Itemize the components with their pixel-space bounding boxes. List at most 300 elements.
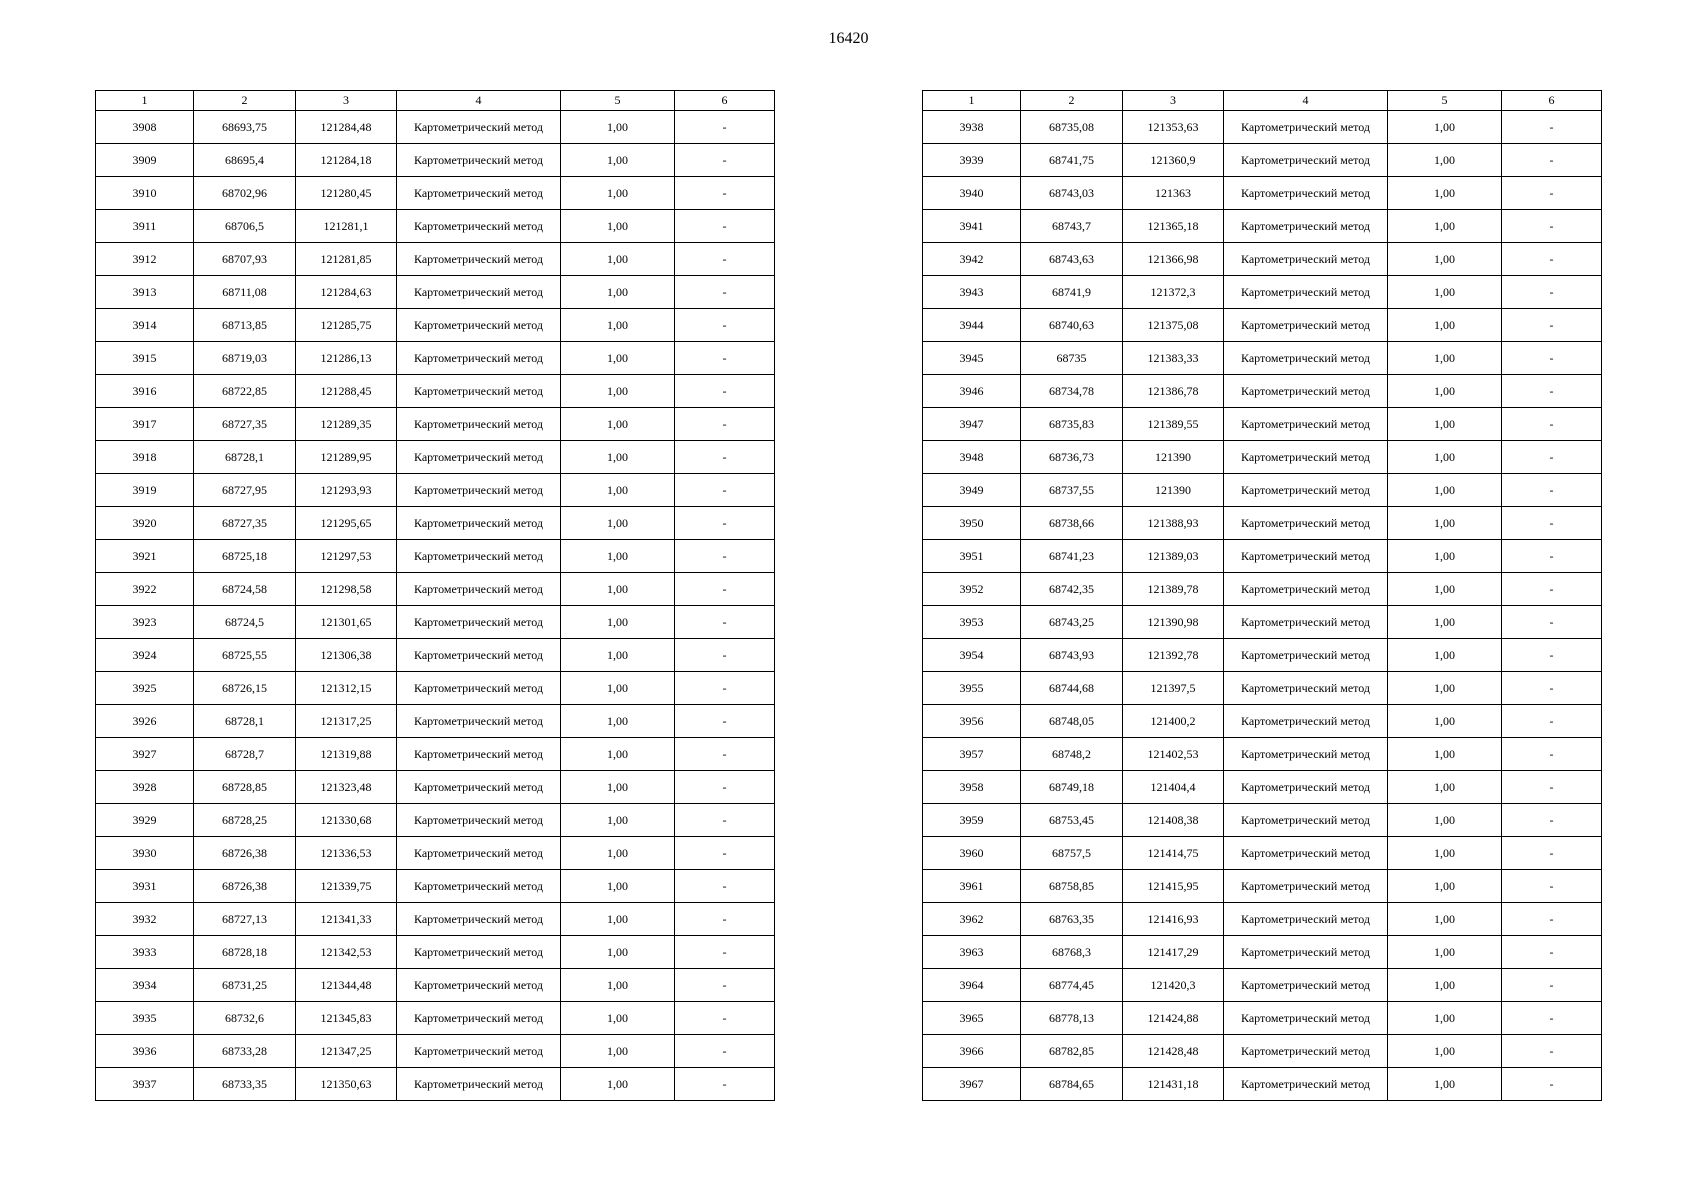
method-cell: Картометрический метод [1224,342,1388,375]
y-coordinate-cell: 121414,75 [1123,837,1224,870]
table-row [923,177,1602,210]
column-header: 4 [1224,91,1388,111]
method-cell: Картометрический метод [1224,705,1388,738]
point-number-cell: 3931 [96,870,194,903]
y-coordinate-cell: 121428,48 [1123,1035,1224,1068]
y-coordinate-cell: 121353,63 [1123,111,1224,144]
x-coordinate-cell: 68727,13 [194,903,296,936]
x-coordinate-cell: 68741,23 [1021,540,1123,573]
y-coordinate-cell: 121298,58 [296,573,397,606]
point-number-cell: 3919 [96,474,194,507]
method-cell: Картометрический метод [1224,771,1388,804]
point-number-cell: 3961 [923,870,1021,903]
description-cell: - [675,1002,775,1035]
table-row [96,474,775,507]
column-header: 5 [1388,91,1502,111]
x-coordinate-cell: 68734,78 [1021,375,1123,408]
table-row [96,111,775,144]
method-cell: Картометрический метод [397,243,561,276]
table-row [923,936,1602,969]
accuracy-cell: 1,00 [1388,309,1502,342]
method-cell: Картометрический метод [1224,1068,1388,1101]
table-row [923,111,1602,144]
y-coordinate-cell: 121389,03 [1123,540,1224,573]
x-coordinate-cell: 68728,18 [194,936,296,969]
table-row [923,342,1602,375]
y-coordinate-cell: 121323,48 [296,771,397,804]
accuracy-cell: 1,00 [1388,243,1502,276]
x-coordinate-cell: 68711,08 [194,276,296,309]
description-cell: - [675,672,775,705]
table-row [96,573,775,606]
description-cell: - [675,474,775,507]
method-cell: Картометрический метод [397,804,561,837]
y-coordinate-cell: 121284,18 [296,144,397,177]
description-cell: - [675,342,775,375]
accuracy-cell: 1,00 [1388,1035,1502,1068]
table-row [96,1035,775,1068]
method-cell: Картометрический метод [1224,606,1388,639]
accuracy-cell: 1,00 [561,507,675,540]
point-number-cell: 3927 [96,738,194,771]
accuracy-cell: 1,00 [1388,672,1502,705]
x-coordinate-cell: 68748,05 [1021,705,1123,738]
table-row [923,804,1602,837]
accuracy-cell: 1,00 [561,804,675,837]
table-row [923,276,1602,309]
point-number-cell: 3922 [96,573,194,606]
table-row [923,309,1602,342]
y-coordinate-cell: 121317,25 [296,705,397,738]
y-coordinate-cell: 121345,83 [296,1002,397,1035]
table-row [923,672,1602,705]
y-coordinate-cell: 121288,45 [296,375,397,408]
description-cell: - [1502,474,1602,507]
x-coordinate-cell: 68726,15 [194,672,296,705]
point-number-cell: 3936 [96,1035,194,1068]
description-cell: - [1502,837,1602,870]
accuracy-cell: 1,00 [561,771,675,804]
point-number-cell: 3952 [923,573,1021,606]
accuracy-cell: 1,00 [561,177,675,210]
x-coordinate-cell: 68768,3 [1021,936,1123,969]
table-row [96,177,775,210]
y-coordinate-cell: 121415,95 [1123,870,1224,903]
point-number-cell: 3955 [923,672,1021,705]
description-cell: - [1502,309,1602,342]
method-cell: Картометрический метод [397,903,561,936]
y-coordinate-cell: 121389,78 [1123,573,1224,606]
method-cell: Картометрический метод [397,441,561,474]
point-number-cell: 3965 [923,1002,1021,1035]
description-cell: - [1502,804,1602,837]
x-coordinate-cell: 68727,35 [194,507,296,540]
table-row [923,474,1602,507]
x-coordinate-cell: 68735 [1021,342,1123,375]
description-cell: - [675,540,775,573]
y-coordinate-cell: 121388,93 [1123,507,1224,540]
method-cell: Картометрический метод [1224,408,1388,441]
y-coordinate-cell: 121397,5 [1123,672,1224,705]
y-coordinate-cell: 121280,45 [296,177,397,210]
method-cell: Картометрический метод [1224,177,1388,210]
y-coordinate-cell: 121341,33 [296,903,397,936]
y-coordinate-cell: 121372,3 [1123,276,1224,309]
point-number-cell: 3920 [96,507,194,540]
y-coordinate-cell: 121390,98 [1123,606,1224,639]
method-cell: Картометрический метод [1224,672,1388,705]
x-coordinate-cell: 68743,7 [1021,210,1123,243]
accuracy-cell: 1,00 [1388,1068,1502,1101]
point-number-cell: 3944 [923,309,1021,342]
y-coordinate-cell: 121400,2 [1123,705,1224,738]
y-coordinate-cell: 121289,95 [296,441,397,474]
table-row [923,903,1602,936]
point-number-cell: 3921 [96,540,194,573]
accuracy-cell: 1,00 [561,342,675,375]
description-cell: - [1502,639,1602,672]
y-coordinate-cell: 121350,63 [296,1068,397,1101]
accuracy-cell: 1,00 [1388,474,1502,507]
method-cell: Картометрический метод [1224,144,1388,177]
description-cell: - [1502,771,1602,804]
x-coordinate-cell: 68726,38 [194,870,296,903]
accuracy-cell: 1,00 [561,243,675,276]
column-header: 3 [296,91,397,111]
description-cell: - [675,870,775,903]
method-cell: Картометрический метод [397,276,561,309]
table-row [96,243,775,276]
point-number-cell: 3943 [923,276,1021,309]
x-coordinate-cell: 68782,85 [1021,1035,1123,1068]
method-cell: Картометрический метод [1224,837,1388,870]
x-coordinate-cell: 68778,13 [1021,1002,1123,1035]
table-row [96,936,775,969]
point-number-cell: 3967 [923,1068,1021,1101]
point-number-cell: 3951 [923,540,1021,573]
description-cell: - [1502,969,1602,1002]
description-cell: - [1502,903,1602,936]
point-number-cell: 3966 [923,1035,1021,1068]
x-coordinate-cell: 68725,55 [194,639,296,672]
table-row [96,144,775,177]
description-cell: - [1502,540,1602,573]
table-row [923,441,1602,474]
point-number-cell: 3956 [923,705,1021,738]
method-cell: Картометрический метод [397,177,561,210]
method-cell: Картометрический метод [397,342,561,375]
table-row [96,738,775,771]
y-coordinate-cell: 121285,75 [296,309,397,342]
table-row [96,804,775,837]
point-number-cell: 3953 [923,606,1021,639]
y-coordinate-cell: 121390 [1123,474,1224,507]
table-row [923,540,1602,573]
accuracy-cell: 1,00 [561,936,675,969]
y-coordinate-cell: 121281,85 [296,243,397,276]
method-cell: Картометрический метод [397,639,561,672]
x-coordinate-cell: 68740,63 [1021,309,1123,342]
accuracy-cell: 1,00 [1388,606,1502,639]
y-coordinate-cell: 121284,63 [296,276,397,309]
description-cell: - [1502,573,1602,606]
method-cell: Картометрический метод [397,408,561,441]
method-cell: Картометрический метод [1224,243,1388,276]
description-cell: - [1502,705,1602,738]
x-coordinate-cell: 68749,18 [1021,771,1123,804]
table-row [96,507,775,540]
method-cell: Картометрический метод [1224,441,1388,474]
point-number-cell: 3945 [923,342,1021,375]
point-number-cell: 3940 [923,177,1021,210]
table-row [96,969,775,1002]
point-number-cell: 3960 [923,837,1021,870]
accuracy-cell: 1,00 [1388,837,1502,870]
table-row [923,375,1602,408]
point-number-cell: 3924 [96,639,194,672]
method-cell: Картометрический метод [397,573,561,606]
accuracy-cell: 1,00 [1388,573,1502,606]
point-number-cell: 3937 [96,1068,194,1101]
accuracy-cell: 1,00 [1388,177,1502,210]
x-coordinate-cell: 68727,35 [194,408,296,441]
y-coordinate-cell: 121417,29 [1123,936,1224,969]
method-cell: Картометрический метод [397,375,561,408]
description-cell: - [675,837,775,870]
coordinates-table-right [922,90,1602,1101]
description-cell: - [1502,1002,1602,1035]
description-cell: - [675,969,775,1002]
method-cell: Картометрический метод [397,111,561,144]
point-number-cell: 3939 [923,144,1021,177]
accuracy-cell: 1,00 [561,606,675,639]
table-row [96,540,775,573]
description-cell: - [1502,738,1602,771]
method-cell: Картометрический метод [397,606,561,639]
point-number-cell: 3964 [923,969,1021,1002]
accuracy-cell: 1,00 [561,1035,675,1068]
x-coordinate-cell: 68728,1 [194,441,296,474]
method-cell: Картометрический метод [397,870,561,903]
y-coordinate-cell: 121301,65 [296,606,397,639]
y-coordinate-cell: 121424,88 [1123,1002,1224,1035]
accuracy-cell: 1,00 [561,474,675,507]
description-cell: - [675,738,775,771]
table-row [96,309,775,342]
point-number-cell: 3929 [96,804,194,837]
table-row [923,408,1602,441]
description-cell: - [675,111,775,144]
x-coordinate-cell: 68727,95 [194,474,296,507]
description-cell: - [1502,1068,1602,1101]
point-number-cell: 3938 [923,111,1021,144]
method-cell: Картометрический метод [397,936,561,969]
y-coordinate-cell: 121336,53 [296,837,397,870]
method-cell: Картометрический метод [1224,639,1388,672]
method-cell: Картометрический метод [397,474,561,507]
description-cell: - [1502,243,1602,276]
y-coordinate-cell: 121289,35 [296,408,397,441]
table-row [923,837,1602,870]
accuracy-cell: 1,00 [1388,375,1502,408]
method-cell: Картометрический метод [1224,375,1388,408]
point-number-cell: 3925 [96,672,194,705]
x-coordinate-cell: 68741,75 [1021,144,1123,177]
point-number-cell: 3946 [923,375,1021,408]
point-number-cell: 3963 [923,936,1021,969]
description-cell: - [1502,276,1602,309]
point-number-cell: 3923 [96,606,194,639]
accuracy-cell: 1,00 [1388,771,1502,804]
method-cell: Картометрический метод [1224,1035,1388,1068]
method-cell: Картометрический метод [1224,738,1388,771]
table-row [923,210,1602,243]
x-coordinate-cell: 68736,73 [1021,441,1123,474]
accuracy-cell: 1,00 [1388,639,1502,672]
x-coordinate-cell: 68695,4 [194,144,296,177]
table-row [96,903,775,936]
x-coordinate-cell: 68758,85 [1021,870,1123,903]
point-number-cell: 3947 [923,408,1021,441]
point-number-cell: 3933 [96,936,194,969]
point-number-cell: 3958 [923,771,1021,804]
accuracy-cell: 1,00 [561,1002,675,1035]
x-coordinate-cell: 68737,55 [1021,474,1123,507]
accuracy-cell: 1,00 [1388,408,1502,441]
x-coordinate-cell: 68728,25 [194,804,296,837]
x-coordinate-cell: 68731,25 [194,969,296,1002]
description-cell: - [675,573,775,606]
y-coordinate-cell: 121286,13 [296,342,397,375]
table-row [96,705,775,738]
method-cell: Картометрический метод [397,1068,561,1101]
accuracy-cell: 1,00 [1388,969,1502,1002]
accuracy-cell: 1,00 [561,639,675,672]
point-number-cell: 3913 [96,276,194,309]
accuracy-cell: 1,00 [1388,705,1502,738]
y-coordinate-cell: 121404,4 [1123,771,1224,804]
table-row [96,1068,775,1101]
description-cell: - [675,309,775,342]
table-row [923,771,1602,804]
y-coordinate-cell: 121363 [1123,177,1224,210]
method-cell: Картометрический метод [397,1035,561,1068]
x-coordinate-cell: 68722,85 [194,375,296,408]
x-coordinate-cell: 68732,6 [194,1002,296,1035]
point-number-cell: 3910 [96,177,194,210]
y-coordinate-cell: 121312,15 [296,672,397,705]
point-number-cell: 3954 [923,639,1021,672]
description-cell: - [675,243,775,276]
accuracy-cell: 1,00 [1388,111,1502,144]
table-row [96,210,775,243]
x-coordinate-cell: 68728,85 [194,771,296,804]
point-number-cell: 3909 [96,144,194,177]
y-coordinate-cell: 121392,78 [1123,639,1224,672]
y-coordinate-cell: 121365,18 [1123,210,1224,243]
point-number-cell: 3911 [96,210,194,243]
x-coordinate-cell: 68744,68 [1021,672,1123,705]
table-header-row [923,91,1602,111]
accuracy-cell: 1,00 [561,111,675,144]
table-row [96,342,775,375]
table-row [96,1002,775,1035]
point-number-cell: 3916 [96,375,194,408]
description-cell: - [1502,507,1602,540]
accuracy-cell: 1,00 [1388,144,1502,177]
method-cell: Картометрический метод [397,837,561,870]
column-header: 1 [96,91,194,111]
description-cell: - [675,705,775,738]
point-number-cell: 3934 [96,969,194,1002]
accuracy-cell: 1,00 [1388,276,1502,309]
x-coordinate-cell: 68743,25 [1021,606,1123,639]
x-coordinate-cell: 68693,75 [194,111,296,144]
y-coordinate-cell: 121330,68 [296,804,397,837]
description-cell: - [675,771,775,804]
coordinates-table-left [95,90,775,1101]
column-header: 2 [1021,91,1123,111]
accuracy-cell: 1,00 [1388,804,1502,837]
method-cell: Картометрический метод [397,210,561,243]
table-row [923,1035,1602,1068]
description-cell: - [1502,144,1602,177]
point-number-cell: 3948 [923,441,1021,474]
y-coordinate-cell: 121360,9 [1123,144,1224,177]
accuracy-cell: 1,00 [561,903,675,936]
y-coordinate-cell: 121386,78 [1123,375,1224,408]
method-cell: Картометрический метод [1224,969,1388,1002]
point-number-cell: 3928 [96,771,194,804]
accuracy-cell: 1,00 [561,276,675,309]
method-cell: Картометрический метод [1224,276,1388,309]
table-row [923,705,1602,738]
x-coordinate-cell: 68743,93 [1021,639,1123,672]
x-coordinate-cell: 68706,5 [194,210,296,243]
point-number-cell: 3915 [96,342,194,375]
method-cell: Картометрический метод [1224,936,1388,969]
y-coordinate-cell: 121297,53 [296,540,397,573]
description-cell: - [675,1035,775,1068]
x-coordinate-cell: 68757,5 [1021,837,1123,870]
y-coordinate-cell: 121383,33 [1123,342,1224,375]
table-row [923,738,1602,771]
table-row [923,507,1602,540]
description-cell: - [1502,375,1602,408]
y-coordinate-cell: 121347,25 [296,1035,397,1068]
column-header: 1 [923,91,1021,111]
accuracy-cell: 1,00 [1388,441,1502,474]
y-coordinate-cell: 121389,55 [1123,408,1224,441]
x-coordinate-cell: 68719,03 [194,342,296,375]
point-number-cell: 3908 [96,111,194,144]
y-coordinate-cell: 121408,38 [1123,804,1224,837]
x-coordinate-cell: 68728,1 [194,705,296,738]
accuracy-cell: 1,00 [561,144,675,177]
point-number-cell: 3950 [923,507,1021,540]
method-cell: Картометрический метод [1224,804,1388,837]
point-number-cell: 3962 [923,903,1021,936]
accuracy-cell: 1,00 [1388,540,1502,573]
point-number-cell: 3926 [96,705,194,738]
y-coordinate-cell: 121375,08 [1123,309,1224,342]
accuracy-cell: 1,00 [1388,1002,1502,1035]
description-cell: - [1502,111,1602,144]
x-coordinate-cell: 68763,35 [1021,903,1123,936]
y-coordinate-cell: 121342,53 [296,936,397,969]
x-coordinate-cell: 68702,96 [194,177,296,210]
method-cell: Картометрический метод [397,1002,561,1035]
